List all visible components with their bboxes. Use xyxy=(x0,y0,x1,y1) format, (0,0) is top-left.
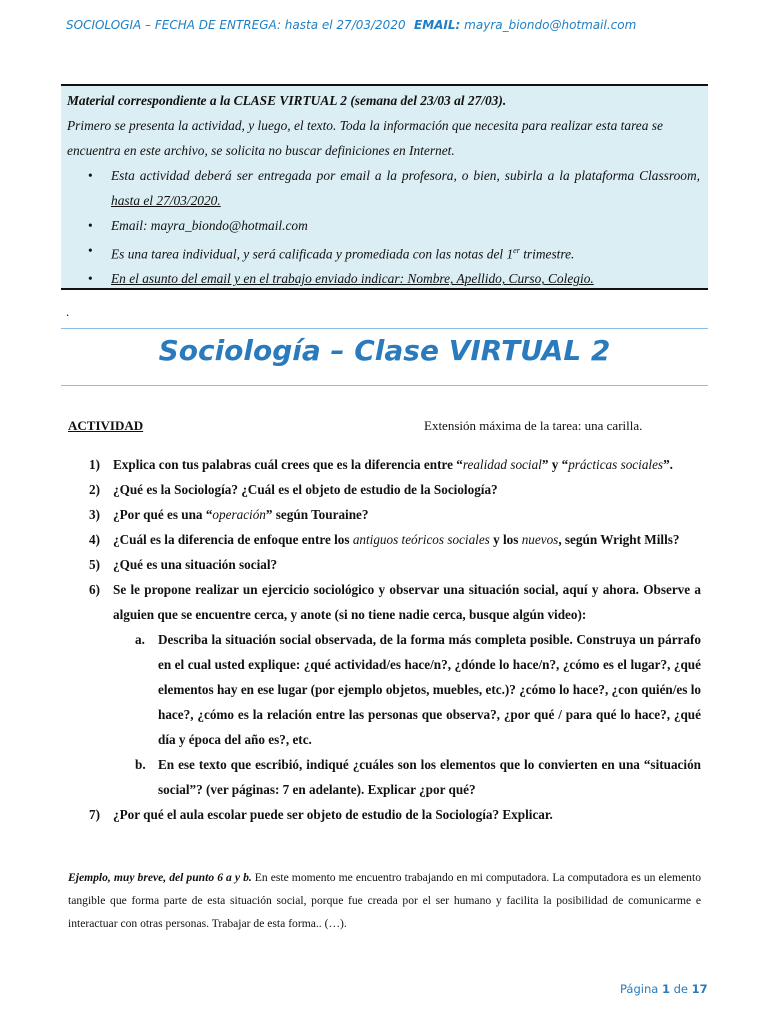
sub-question-letter: a. xyxy=(135,632,145,647)
info-bullet-deadline: hasta el 27/03/2020. xyxy=(111,193,221,208)
page-footer xyxy=(620,982,708,996)
question-number: 3) xyxy=(89,507,100,522)
question-text-part: ” según Touraine? xyxy=(265,507,369,522)
info-bullet-delivery xyxy=(111,163,700,213)
info-bullet-email: • Email: mayra_biondo@hotmail.com xyxy=(111,213,700,238)
question-item xyxy=(68,552,701,577)
question-text xyxy=(113,457,673,472)
sub-question-item xyxy=(68,752,701,802)
question-emphasis: prácticas sociales xyxy=(568,457,664,472)
info-bullet-superscript: er xyxy=(513,246,520,255)
header-email-label: EMAIL: xyxy=(414,18,461,32)
info-bullet-individual-end: trimestre. xyxy=(519,246,575,262)
question-text-part: ” y “ xyxy=(541,457,569,472)
question-list xyxy=(68,452,701,827)
info-bullet-individual xyxy=(111,238,700,266)
question-item xyxy=(68,452,701,477)
header-email-value: mayra_biondo@hotmail.com xyxy=(464,18,637,32)
footer-of-word: de xyxy=(673,982,688,996)
question-text-part: , según Wright Mills? xyxy=(558,532,680,547)
question-number: 2) xyxy=(89,482,100,497)
question-item xyxy=(68,527,701,552)
question-item xyxy=(68,477,701,502)
question-number: 6) xyxy=(89,582,100,597)
info-intro: Primero se presenta la actividad, y luego, el texto. Toda la información que necesita para realizar esta tarea se encuentra en este archivo, se solicita no buscar definiciones en Internet. xyxy=(67,118,663,158)
info-box xyxy=(61,84,708,290)
question-number: 1) xyxy=(89,457,100,472)
question-emphasis: realidad social xyxy=(462,457,542,472)
question-emphasis: nuevos xyxy=(521,532,559,547)
activity-label: ACTIVIDAD xyxy=(68,418,144,433)
question-text-part: ¿Por qué es una “ xyxy=(113,507,213,522)
example-body: En este momento me encuentro trabajando en mi computadora. La computadora es un elemento tangible que forma parte de esta situación social, porque fue creada por el ser humano y facilita la posibilidad de comunicarme e interactuar con otras personas. Trabajar de esta forma.. (…). xyxy=(68,871,701,930)
question-number: 5) xyxy=(89,557,100,572)
example-lead: Ejemplo, muy breve, del punto 6 a y b. xyxy=(68,871,252,884)
header-email xyxy=(414,18,636,32)
question-text-part: ”. xyxy=(663,457,673,472)
footer-page-word: Página xyxy=(620,982,659,996)
question-text xyxy=(113,507,369,522)
example-paragraph xyxy=(68,866,701,935)
question-emphasis: antiguos teóricos sociales xyxy=(352,532,490,547)
info-bullet-subject: • En el asunto del email y en el trabajo enviado indicar: Nombre, Apellido, Curso, Colegio. xyxy=(111,266,700,291)
question-item xyxy=(68,802,701,827)
info-title: Material correspondiente a la CLASE VIRTUAL 2 (semana del 23/03 al 27/03). xyxy=(67,93,507,108)
question-text-part: ¿Cuál es la diferencia de enfoque entre los xyxy=(113,532,353,547)
footer-page-number: 1 xyxy=(661,982,670,996)
header-subject: SOCIOLOGIA – FECHA DE ENTREGA: hasta el 27/03/2020 xyxy=(66,18,406,32)
activity-extension: Extensión máxima de la tarea: una carilla. xyxy=(424,418,643,433)
info-bullet-individual-text: Es una tarea individual, y será calificada y promediada con las notas del 1 xyxy=(111,246,514,262)
question-text: Se le propone realizar un ejercicio sociológico y observar una situación social, aquí y ahora. Observe a alguien que se encuentre cerca, y anote (si no tiene nadie cerca, busque algún video): xyxy=(113,582,701,622)
question-emphasis: operación xyxy=(212,507,266,522)
sub-question-text: En ese texto que escribió, indiqué ¿cuáles son los elementos que lo convierten en una “situación social”? (ver páginas: 7 en adelante). Explicar ¿por qué? xyxy=(158,757,701,797)
question-item xyxy=(68,502,701,527)
question-text-part: Explica con tus palabras cuál crees que es la diferencia entre “ xyxy=(113,457,463,472)
question-number: 7) xyxy=(89,807,100,822)
question-text: ¿Qué es una situación social? xyxy=(113,557,278,572)
info-bullet-delivery-text: Esta actividad deberá ser entregada por email a la profesora, o bien, subirla a la plataforma Classroom, xyxy=(111,168,700,183)
stray-dot: . xyxy=(66,304,70,319)
question-text-part: y los xyxy=(489,532,522,547)
question-text xyxy=(113,532,679,547)
question-text: ¿Por qué el aula escolar puede ser objeto de estudio de la Sociología? Explicar. xyxy=(113,807,553,822)
footer-page-total: 17 xyxy=(691,982,708,996)
question-item xyxy=(68,577,701,627)
sub-question-item xyxy=(68,627,701,752)
page-title: Sociología – Clase VIRTUAL 2 xyxy=(158,334,611,367)
question-text: ¿Qué es la Sociología? ¿Cuál es el objeto de estudio de la Sociología? xyxy=(113,482,498,497)
sub-question-text: Describa la situación social observada, de la forma más completa posible. Construya un párrafo en el cual usted explique: ¿qué actividad/es hace/n?, ¿dónde lo hace/n?, ¿cómo es el lugar?, ¿qué elementos hay en ese lugar (por ejemplo objetos, muebles, etc.)? ¿cómo lo hace?, ¿con quién/es lo hace?, ¿cómo es la relación entre las personas que observa?, ¿por qué / para qué lo hace?, ¿qué día y época del año es?, etc. xyxy=(158,632,701,747)
sub-question-letter: b. xyxy=(135,757,146,772)
info-bullets xyxy=(67,163,700,291)
question-number: 4) xyxy=(89,532,100,547)
activity-heading xyxy=(68,418,708,434)
title-bar xyxy=(61,328,708,386)
